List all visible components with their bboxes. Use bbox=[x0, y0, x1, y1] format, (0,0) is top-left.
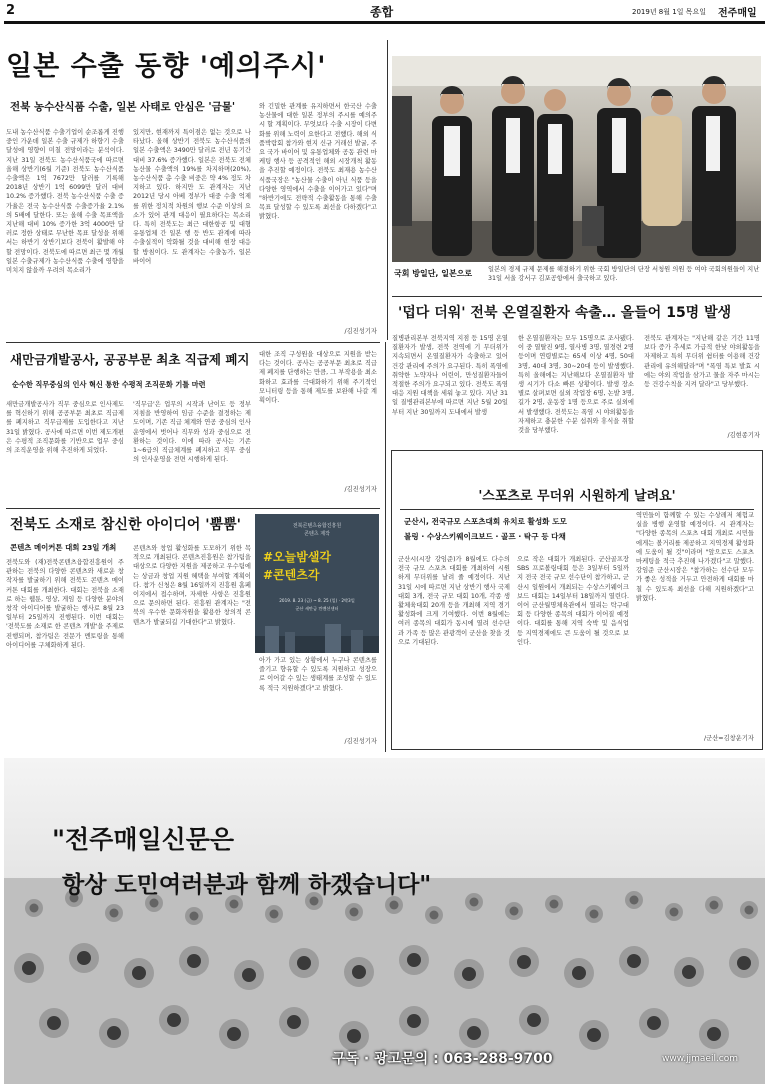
article-column: 아가 가고 있는 상황에서 누구나 콘텐츠를 즐기고 향유할 수 있도록 지원하고 성장으로 이어갈 수 있는 생태계를 조성할 수 있도록 적극 지원하겠다"고 밝혔다. bbox=[259, 657, 377, 692]
photo-caption bbox=[392, 264, 761, 290]
article-subhead: 순수한 직무중심의 인사 혁신 통한 수평적 조직문화 기틀 마련 bbox=[12, 380, 206, 389]
poster-line: 전북콘텐츠융합진흥원 bbox=[292, 523, 342, 529]
article-heatwave bbox=[392, 302, 762, 444]
article-japan-export bbox=[6, 44, 380, 338]
article-headline: '덥다 더워' 전북 온열질환자 속출… 올들어 15명 발생 bbox=[398, 305, 732, 321]
poster-hashtag: #콘텐츠각 bbox=[263, 568, 320, 582]
article-headline: 전북도 소재로 참신한 아이디어 '뿜뿜' bbox=[10, 517, 241, 533]
page-number: 2 bbox=[6, 3, 16, 18]
section-rule bbox=[6, 342, 380, 343]
poster-hashtag: #오늘밤샐각 bbox=[263, 550, 332, 564]
article-sports-box bbox=[391, 450, 763, 750]
section-rule bbox=[6, 508, 380, 509]
article-subhead: 전북 농수산식품 수출, 일본 사태로 안심은 '금물' bbox=[10, 101, 236, 113]
article-byline: /김현종기자 bbox=[727, 432, 760, 439]
event-poster bbox=[255, 514, 379, 653]
article-column: 와 긴밀한 관계를 유지하면서 한국산 수출농산물에 대한 일본 정부의 주시를 예의주시 할 계획이다. 무엇보다 수출 시장이 다변화를 위해 노력이 요한다고 전했다. 해외 식품박람회 참가와 현지 신규 거래선 발굴, 주요 국가 바이어 및 유통업체와 공동 관련 마케팅 행사 등 공격적인 해외 시장개척 활동을 추진할 예정이다. 전북도 최재용 농수산식품국장은 "농산물 수출이 아닌 식품 등을 다양한 영역에서 수출을 이어가고 있다"며 "하반기에도 전략적 수출활동을 통해 수출 목표 달성할 수 있도록 최선을 다하겠다"고 밝혔다. bbox=[259, 103, 377, 221]
article-column: 역민들이 함께할 수 있는 수상레저 체험교실을 병행 운영할 예정이다. 시 관계자는 "다양한 종목의 스포츠 대회 개최로 시민들에게는 볼거리를 제공하고 지역경제 활성화에 도움이 될 것"이라며 "앞으로도 스포츠 마케팅을 적극 추진해 나가겠다"고 말했다. 강임준 군산시장은 "참가하는 선수단 모두가 좋은 성적을 거두고 안전하게 대회를 마칠 수 있도록 최선을 다해 지원하겠다"고 밝혔다. bbox=[636, 512, 754, 602]
article-byline: /김진성기자 bbox=[344, 486, 377, 493]
article-column: '직무급'은 업무의 시작과 난이도 등 정부 지침을 반영하여 임금 수준을 결정하는 제도이며, 기존 직급 체계와 연공 중심의 인사운영에서 벗어나 직무와 성과 중심으로 전환하는 것이다. 이에 따라 공사는 기존 1~6급의 직급체계를 폐지하고 직무 중심의 인사운영을 전면 시행하게 된다. bbox=[133, 401, 251, 464]
article-byline: /군산=김창운기자 bbox=[704, 735, 754, 742]
poster-date: 2019. 8. 23 (금) ~ 8. 25 (일) · 2박3일 bbox=[279, 598, 355, 603]
page-header bbox=[0, 0, 769, 22]
article-column: 도내 농수산식품 수출기업이 순조롭게 진행 중인 가운데 일본 수출 규제가 하향기 수출 달성에 영향이 미칠 전망이라는 분석이다. 지난 31일 전북도 농수산식품국에 따르면 올해 상반기(6월 기준) 전북도 농수산식품 수출액은 1억 7672만 달러를 기록해 2018년 상반기 1억 6099만 달러 대비 10.2% 증가했다. 전북 농수산식품 수출 증가율은 전국 농수산식품 수출증가율 2.1%의 5배에 달한다. 또는 올해 수출 목표액을 지난해 대비 10% 증가한 3억 4000만 달러로 정한 상태로 무난한 목표 달성을 위해 서는 하반기 상반기보다 전북이 활발해 야 할 전망이다. 전북도에 따르면 최근 몇 개월 일본 수출규제가 농수산식품 수출에 영향을 미치지 않을까 우려의 목소리가 bbox=[6, 129, 124, 275]
poster-line: 콘텐츠 제작 bbox=[304, 531, 330, 537]
article-column: 군산시(시장 강임준)가 8월에도 다수의 전국 규모 스포츠 대회를 개최하여 시원하게 무더위를 날려 줄 예정이다. 지난 31일 시에 따르면 지난 상반기 행사 국제대회 3개, 전국 규모 대회 10개, 각종 생활체육대회 20개 등을 개최해 지역 경기 활성화에 크게 기여했다. 이번 8월에는 여러 종목의 대회가 동시에 열려 선수단과 가족 등 많은 관광객이 군산을 찾을 것으로 기대된다. bbox=[398, 556, 510, 646]
news-photo bbox=[392, 56, 761, 262]
ad-slogan-line1: "전주매일신문은 bbox=[52, 825, 235, 854]
article-column: 콘텐츠와 창업 활성화를 도모하기 위한 목적으로 개최된다. 콘텐츠진흥원은 참가팀을 대상으로 다양한 지원을 제공하고 우수팀에는 상금과 창업 지원 혜택을 부여할 계획이다. 참가 신청은 8월 16일까지 진흥원 홈페이지에서 접수하며, 자세한 사항은 진흥원으로 문의하면 된다. 진흥원 관계자는 "전북의 우수한 문화자원을 활용한 창의적 콘텐츠가 발굴되길 기대한다"고 밝혔다. bbox=[133, 545, 251, 626]
ad-slogan-line2: 항상 도민여러분과 함께 하겠습니다" bbox=[62, 871, 432, 898]
article-column: 전북도와 (재)전북콘텐츠융합진흥원이 주관하는 전북의 다양한 콘텐츠와 새로운 창작자를 발굴하기 위해 전북도 콘텐츠 메이커톤 대회를 개최한다. 대회는 전북을 소재로 하는 웹툰, 영상, 게임 등 다양한 분야의 창작 아이디어를 발굴하는 행사로 8월 23일부터 25일까지 진행된다. 이번 대회는 '전북도를 소재로 한 콘텐츠 개발'을 주제로 진행되며, 참가팀은 전문가 멘토링을 통해 아이디어를 구체화하게 된다. bbox=[6, 559, 124, 649]
article-subhead: 군산시, 전국규모 스포츠대회 유치로 활성화 도모 bbox=[404, 517, 567, 526]
article-column: 대한 조직 구성원을 대상으로 지원을 받는다는 것이다. 공사는 공공부문 최초로 직급제 폐지를 단행하는 만큼, 그 부작용을 최소화하고 효과를 극대화하기 위해 주기적인 모니터링 등을 통해 제도를 보완해 나갈 계획이다. bbox=[259, 351, 377, 405]
photo-caption-text: 일본의 경제 규제 문제를 해결하기 위한 국회 방일단의 단장 서청원 의원 등 여야 국회의원들이 지난 31일 서울 강서구 김포공항에서 출국하고 있다. bbox=[488, 266, 760, 282]
article-saemangeum bbox=[6, 350, 380, 500]
article-column: 있지만, 현재까지 특이점은 없는 것으로 나타났다. 올해 상반기 전북도 농수산식품의 일본 수출액은 3490만 달러로 전년 동기간 대비 37.6% 증가했다. 일본은 전북도 전체 농산물 수출액의 19%를 차지하며(20%), 농수산식품 총 수출 비중은 약 4% 정도 차지하고 있다. 하지만 도 관계자는 지난 2012년 당시 아베 정부가 대중 수출 억제를 위한 정치적 차원의 행보 수준 이상의 요소가 있어 관계 대응이 필요하다는 목소리다. 특히 전북도는 최근 대한항공 및 대형 유통업체 간 일본 행 등 반도 관계에 따라 수출실적이 악화될 것을 대비해 현장 대응할 방침이다. 도 관계자는 수출농가, 일본 바이어 bbox=[133, 129, 251, 265]
section-name: 종합 bbox=[370, 5, 394, 19]
article-headline: 일본 수출 동향 '예의주시' bbox=[6, 51, 327, 82]
newspaper-brand: 전주매일 bbox=[718, 8, 757, 19]
column-divider bbox=[387, 40, 388, 340]
article-byline: /김진성기자 bbox=[344, 328, 377, 335]
article-column: 전북도 관계자는 "지난해 같은 기간 11명보다 증가 추세로 가급적 한낮 야외활동을 자제하고 특히 무더위 쉼터를 이용해 건강관리에 유의해달라"며 "폭염 특보 발효 시에는 야외 작업을 삼가고 물을 자주 마시는 등 건강수칙을 지켜 달라"고 당부했다. bbox=[644, 335, 760, 389]
article-column: 으로 작은 대회가 개최된다. 군산골프장 SBS 프로볼링대회 등은 3일부터 5일까지 전국 전국 규모 선수단이 참가하고, 군산시 일원에서 개최되는 수상스키웨이크보드 대회는 14일부터 18일까지 열린다. 이어 군산월명체육관에서 열리는 탁구대회 등 다양한 종목의 대회가 이어질 예정이다. 대회를 통해 지역 숙박 및 음식업 등 지역경제에도 큰 도움이 될 것으로 보인다. bbox=[517, 556, 629, 646]
ad-contact: 구독 · 광고문의 : 063-288-9700 bbox=[332, 1051, 553, 1067]
article-column: 새만금개발공사가 직무 중심으로 인사제도를 혁신하기 위해 공공부문 최초로 직급제를 폐지하고 직무급제를 도입한다고 지난 31일 밝혔다. 공사에 따르면 이번 제도개편은 수평적 조직문화를 기반으로 업무 중심의 조직운영을 위해 추진하게 되었다. bbox=[6, 401, 124, 455]
article-subhead: 콘텐츠 메이커톤 대회 23일 개최 bbox=[10, 543, 117, 552]
article-headline: 새만금개발공사, 공공부문 최초 직급제 폐지 bbox=[10, 352, 250, 367]
article-subhead: 볼링 · 수상스키웨이크보드 · 골프 · 탁구 등 다채 bbox=[404, 532, 566, 541]
sunflower-field-illustration bbox=[4, 758, 765, 1084]
headline-rule bbox=[400, 509, 754, 510]
article-column: 질병관리본부 전북지역 지점 등 15명 온열질환자가 발생, 전북 전역에 기 무더위가 지속되면서 온열질환자가 속출하고 있어 건강 관리에 주의가 요구된다. 특히 폭염에 취약한 노약자나 어린이, 만성질환자들이 적절한 주의가 요구되고 있다. 전북도 폭염 대응 지원 대책을 세워 놓고 있다. 지난 31일 질병관리본부에 따르면 지난 5월 20일부터 지난 30일까지 도내에서 발생 bbox=[392, 335, 508, 416]
section-rule bbox=[392, 296, 762, 297]
column-divider bbox=[385, 342, 386, 752]
delegation-photo-illustration bbox=[392, 56, 761, 262]
poster-skyline-graphic bbox=[255, 618, 379, 653]
article-column: 한 온열질환자는 모두 15명으로 조사됐다. 이 중 열탈진 9명, 열사병 3명, 열경련 2명 등이며 연령별로는 65세 이상 4명, 50대 3명, 40대 3명, 30~20대 등이 발생했다. 특히 올해에는 지난해보다 온열질환자 발생 시기가 다소 빠른 상황이다. 발생 장소별로 살펴보면 실외 작업장 6명, 논밭 3명, 길가 2명, 운동장 1명 등으로 주로 실외에서 발생했다. 전북도는 폭염 시 야외활동을 자제하고 충분한 수분 섭취와 휴식을 취할 것을 당부했다. bbox=[518, 335, 634, 435]
article-headline: '스포츠로 무더위 시원하게 날려요' bbox=[478, 489, 676, 504]
photo-caption-title: 국회 방일단, 일본으로 bbox=[394, 269, 473, 278]
header-rule bbox=[4, 21, 765, 24]
article-byline: /김진성기자 bbox=[344, 738, 377, 745]
issue-date: 2019년 8월 1일 목요일 bbox=[632, 8, 706, 16]
newspaper-ad bbox=[4, 758, 765, 1084]
ad-website: www.jjmaeil.com bbox=[662, 1054, 739, 1064]
poster-venue: 군산 새만금 컨벤션센터 bbox=[295, 606, 339, 611]
